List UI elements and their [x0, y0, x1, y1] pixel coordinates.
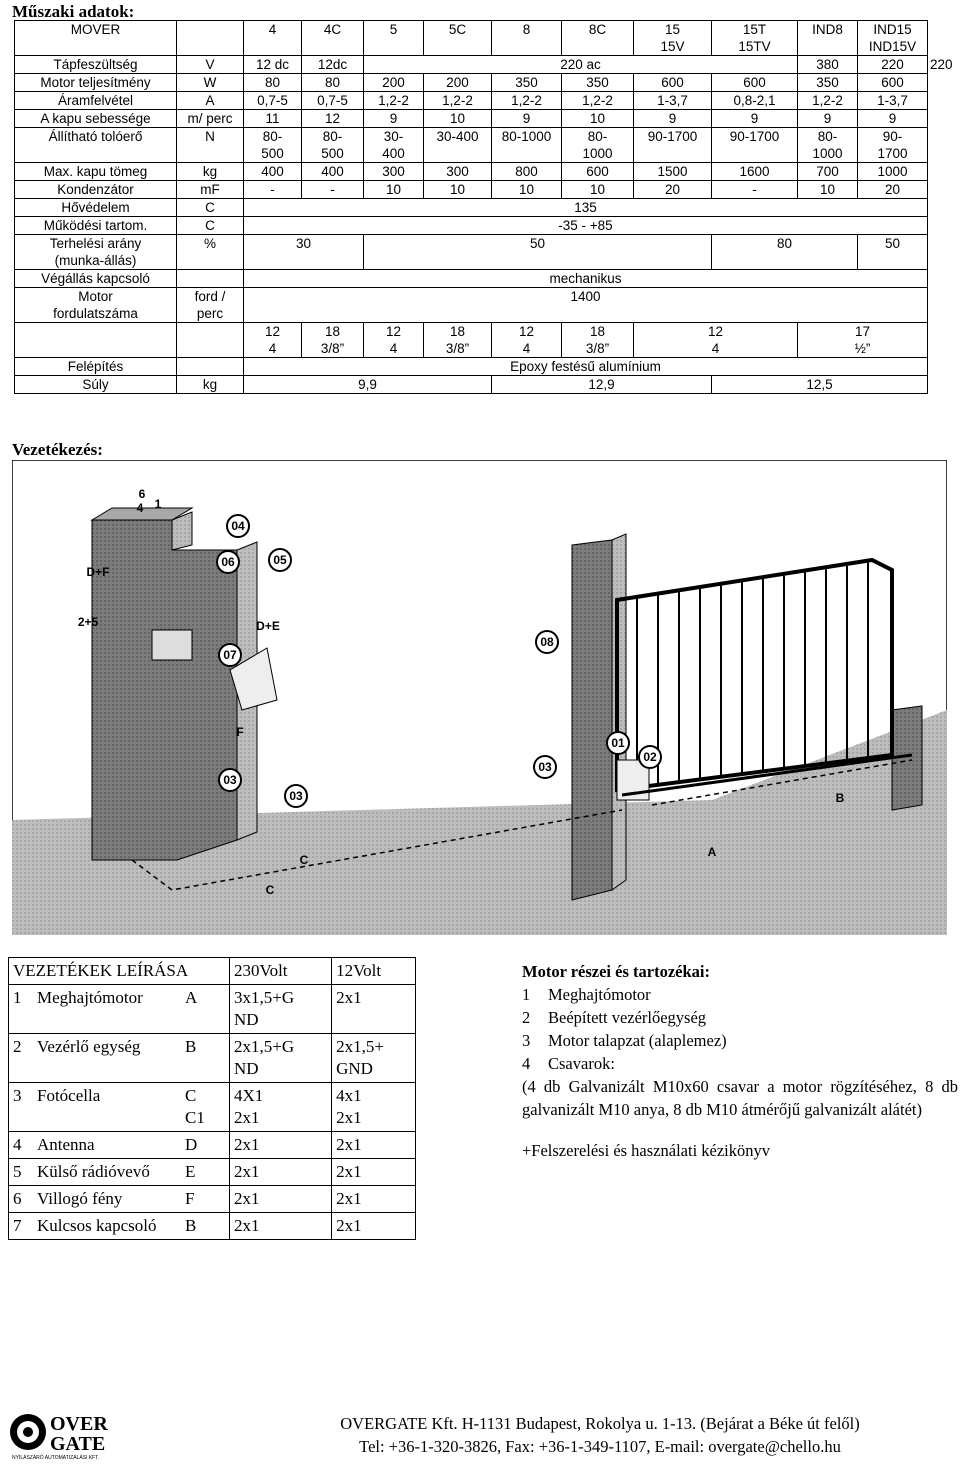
spec-cell: 1,2-2	[798, 92, 858, 110]
wires-header-cell: 230Volt	[230, 958, 332, 985]
spec-cell: 350	[798, 74, 858, 92]
spec-cell: 1500	[634, 163, 712, 181]
spec-cell: 9	[634, 110, 712, 128]
spec-cell: 600	[712, 74, 798, 92]
wire-12v: 2x1	[332, 1186, 416, 1213]
wire-code: D	[181, 1132, 230, 1159]
diagram-label: 01	[611, 736, 625, 750]
spec-row	[15, 323, 928, 358]
spec-row	[15, 288, 928, 323]
wire-code: F	[181, 1186, 230, 1213]
wire-name: Fotócella	[33, 1083, 181, 1132]
wiring-diagram	[12, 460, 947, 935]
diagram-label: 04	[231, 519, 245, 533]
logo-sub: NYÍLÁSZÁRÓ AUTOMATIZÁLÁSI KFT.	[12, 1455, 100, 1460]
spec-row-unit	[177, 323, 244, 358]
parts-item-num: 3	[522, 1031, 531, 1050]
spec-row-label	[15, 323, 177, 358]
wire-230v: 2x1	[230, 1186, 332, 1213]
wires-row	[9, 1186, 416, 1213]
spec-cell: 10	[492, 181, 562, 199]
spec-header-cell: 4	[244, 21, 302, 56]
spec-header-cell: 5C	[424, 21, 492, 56]
wires-row	[9, 1034, 416, 1083]
parts-item-text: Csavarok:	[548, 1054, 615, 1073]
wires-row	[9, 1159, 416, 1186]
spec-cell: 380	[798, 56, 858, 74]
wire-12v: 2x1	[332, 985, 416, 1034]
parts-item-num: 4	[522, 1054, 531, 1073]
spec-row-unit: C	[177, 217, 244, 235]
wire-code: B	[181, 1213, 230, 1240]
diagram-label: 06	[221, 555, 235, 569]
spec-cell: 0,7-5	[302, 92, 364, 110]
wire-230v: 4X1 2x1	[230, 1083, 332, 1132]
spec-row-unit: m/ perc	[177, 110, 244, 128]
spec-row-label: Motor teljesítmény	[15, 74, 177, 92]
wire-code: B	[181, 1034, 230, 1083]
spec-cell: 80- 500	[302, 128, 364, 163]
parts-title: Motor részei és tartozékai:	[522, 962, 710, 981]
spec-header-cell: 15T 15TV	[712, 21, 798, 56]
spec-row-label: Felépítés	[15, 358, 177, 376]
spec-row	[15, 270, 928, 288]
spec-cell: 30- 400	[364, 128, 424, 163]
spec-row-unit: %	[177, 235, 244, 270]
spec-cell: mechanikus	[244, 270, 928, 288]
diagram-label: 6	[138, 487, 146, 501]
wire-12v: 2x1	[332, 1159, 416, 1186]
spec-row	[15, 235, 928, 270]
spec-row-label: A kapu sebessége	[15, 110, 177, 128]
spec-cell: 12dc	[302, 56, 364, 74]
spec-cell: 9	[712, 110, 798, 128]
spec-row-unit: ford / perc	[177, 288, 244, 323]
wire-230v: 2x1,5+G ND	[230, 1034, 332, 1083]
wire-num: 3	[9, 1083, 34, 1132]
diagram-label: 05	[273, 553, 287, 567]
diagram-label: 03	[538, 760, 552, 774]
wire-code: A	[181, 985, 230, 1034]
diagram-label: F	[236, 725, 244, 739]
spec-cell: 9	[798, 110, 858, 128]
spec-row-unit: kg	[177, 163, 244, 181]
wire-name: Kulcsos kapcsoló	[33, 1213, 181, 1240]
wire-12v: 2x1,5+ GND	[332, 1034, 416, 1083]
diagram-label: 2+5	[77, 615, 99, 629]
spec-cell: 12 dc	[244, 56, 302, 74]
spec-cell: 90- 1700	[858, 128, 928, 163]
spec-cell: 10	[562, 181, 634, 199]
spec-cell: 200	[424, 74, 492, 92]
spec-cell: 1000	[858, 163, 928, 181]
spec-cell: 0,8-2,1	[712, 92, 798, 110]
diagram-label: 08	[540, 635, 554, 649]
spec-cell: 1,2-2	[492, 92, 562, 110]
spec-row-label: Áramfelvétel	[15, 92, 177, 110]
wire-name: Villogó fény	[33, 1186, 181, 1213]
spec-header-cell: 5	[364, 21, 424, 56]
spec-cell: 200	[364, 74, 424, 92]
wire-num: 1	[9, 985, 34, 1034]
spec-cell: 90-1700	[634, 128, 712, 163]
wires-row	[9, 1083, 416, 1132]
wire-code: C C1	[181, 1083, 230, 1132]
spec-row	[15, 74, 928, 92]
wire-name: Antenna	[33, 1132, 181, 1159]
spec-row	[15, 217, 928, 235]
spec-row-label: Súly	[15, 376, 177, 394]
spec-cell: 10	[364, 181, 424, 199]
spec-cell: 18 3/8”	[424, 323, 492, 358]
spec-cell: 1,2-2	[364, 92, 424, 110]
spec-row	[15, 181, 928, 199]
wire-code: E	[181, 1159, 230, 1186]
diagram-label: B	[835, 791, 845, 805]
parts-item	[522, 1052, 958, 1075]
spec-cell: 10	[562, 110, 634, 128]
parts-item	[522, 983, 958, 1006]
wire-name: Külső rádióvevő	[33, 1159, 181, 1186]
footer-contact: Tel: +36-1-320-3826, Fax: +36-1-349-1107, E-mail: overgate@chello.hu	[359, 1437, 841, 1456]
spec-cell: 80- 1000	[798, 128, 858, 163]
spec-row-label: Max. kapu tömeg	[15, 163, 177, 181]
spec-row-label: Tápfeszültség	[15, 56, 177, 74]
spec-row-unit: A	[177, 92, 244, 110]
spec-cell: 1600	[712, 163, 798, 181]
wire-230v: 3x1,5+G ND	[230, 985, 332, 1034]
wire-num: 7	[9, 1213, 34, 1240]
wires-header-cell: VEZETÉKEK LEÍRÁSA	[9, 958, 230, 985]
spec-cell: 220	[858, 56, 928, 74]
spec-cell: 80-1000	[492, 128, 562, 163]
spec-cell: 135	[244, 199, 928, 217]
spec-cell: 50	[364, 235, 712, 270]
parts-item-text: Meghajtómotor	[548, 985, 651, 1004]
spec-cell: 12,9	[492, 376, 712, 394]
spec-cell: 300	[364, 163, 424, 181]
diagram-label: 1	[154, 497, 162, 511]
spec-cell: 600	[858, 74, 928, 92]
wires-row	[9, 1213, 416, 1240]
spec-cell: 1400	[244, 288, 928, 323]
spec-header-cell: 8C	[562, 21, 634, 56]
company-logo	[6, 1408, 134, 1460]
spec-row-label: Végállás kapcsoló	[15, 270, 177, 288]
spec-header-cell	[177, 21, 244, 56]
wire-230v: 2x1	[230, 1213, 332, 1240]
diagram-label: 4	[136, 501, 144, 515]
wire-12v: 2x1	[332, 1213, 416, 1240]
logo-text-2: GATE	[50, 1433, 106, 1455]
parts-extra: +Felszerelési és használati kézikönyv	[522, 1141, 771, 1160]
spec-row-label: Állítható tolóerő	[15, 128, 177, 163]
wiring-title: Vezetékezés:	[12, 440, 103, 459]
motor-parts	[522, 960, 958, 1162]
spec-cell: 800	[492, 163, 562, 181]
diagram-label: 07	[223, 648, 237, 662]
spec-cell: 400	[244, 163, 302, 181]
wire-12v: 2x1	[332, 1132, 416, 1159]
spec-row-label: Motor fordulatszáma	[15, 288, 177, 323]
spec-row-unit: N	[177, 128, 244, 163]
footer-address: OVERGATE Kft. H-1131 Budapest, Rokolya u. 1-13. (Bejárat a Béke út felől)	[340, 1414, 860, 1433]
spec-row	[15, 128, 928, 163]
spec-cell: 30	[244, 235, 364, 270]
spec-row-unit	[177, 270, 244, 288]
wires-table	[8, 957, 416, 1240]
spec-header-cell: MOVER	[15, 21, 177, 56]
spec-cell: 700	[798, 163, 858, 181]
spec-row-unit: C	[177, 199, 244, 217]
parts-item	[522, 1029, 958, 1052]
spec-cell: -	[302, 181, 364, 199]
spec-cell: 10	[424, 110, 492, 128]
spec-cell: 1-3,7	[634, 92, 712, 110]
wires-row	[9, 1132, 416, 1159]
wire-12v: 4x1 2x1	[332, 1083, 416, 1132]
diagram-label: 03	[289, 789, 303, 803]
footer	[240, 1412, 960, 1458]
spec-header-cell: 15 15V	[634, 21, 712, 56]
spec-cell: 80	[712, 235, 858, 270]
spec-cell: -	[712, 181, 798, 199]
spec-cell: 80	[244, 74, 302, 92]
wires-header-cell: 12Volt	[332, 958, 416, 985]
spec-cell: 9,9	[244, 376, 492, 394]
spec-cell: 600	[562, 163, 634, 181]
spec-cell: 10	[798, 181, 858, 199]
spec-table	[14, 20, 953, 394]
spec-cell: 20	[634, 181, 712, 199]
wires-row	[9, 985, 416, 1034]
wire-num: 6	[9, 1186, 34, 1213]
spec-cell: 80- 500	[244, 128, 302, 163]
spec-row	[15, 358, 928, 376]
spec-cell: 11	[244, 110, 302, 128]
spec-row-label: Terhelési arány (munka-állás)	[15, 235, 177, 270]
specs-title: Műszaki adatok:	[12, 2, 135, 21]
spec-cell: 12,5	[712, 376, 928, 394]
spec-row	[15, 376, 928, 394]
spec-row	[15, 92, 928, 110]
spec-cell: 50	[858, 235, 928, 270]
logo-text-1: OVER	[50, 1413, 108, 1435]
spec-cell: 18 3/8”	[302, 323, 364, 358]
spec-cell: 12 4	[492, 323, 562, 358]
spec-header-cell: 8	[492, 21, 562, 56]
diagram-label: 03	[223, 773, 237, 787]
spec-cell: -35 - +85	[244, 217, 928, 235]
spec-cell: 12 4	[364, 323, 424, 358]
spec-cell: 400	[302, 163, 364, 181]
spec-cell: 600	[634, 74, 712, 92]
spec-row-label: Kondenzátor	[15, 181, 177, 199]
spec-header-cell: IND15 IND15V	[858, 21, 928, 56]
spec-cell: 220 ac	[364, 56, 798, 74]
parts-item-text: Beépített vezérlőegység	[548, 1008, 707, 1027]
spec-cell: 20	[858, 181, 928, 199]
diagram-label: C	[299, 853, 309, 867]
diagram-label: D+E	[256, 619, 280, 633]
diagram-label: C	[265, 883, 275, 897]
spec-cell: 350	[562, 74, 634, 92]
spec-cell: 90-1700	[712, 128, 798, 163]
spec-cell: 18 3/8”	[562, 323, 634, 358]
wire-name: Vezérlő egység	[33, 1034, 181, 1083]
spec-cell: 9	[492, 110, 562, 128]
diagram-label: A	[707, 845, 717, 859]
spec-cell: 300	[424, 163, 492, 181]
spec-row-unit: mF	[177, 181, 244, 199]
wire-name: Meghajtómotor	[33, 985, 181, 1034]
spec-row-unit: W	[177, 74, 244, 92]
spec-cell: 0,7-5	[244, 92, 302, 110]
wire-230v: 2x1	[230, 1132, 332, 1159]
spec-cell: -	[244, 181, 302, 199]
spec-cell: 30-400	[424, 128, 492, 163]
spec-row-unit: V	[177, 56, 244, 74]
diagram-label: D+F	[86, 565, 110, 579]
parts-item-num: 2	[522, 1008, 531, 1027]
diagram-label: 02	[643, 750, 657, 764]
spec-row	[15, 110, 928, 128]
parts-item	[522, 1006, 958, 1029]
spec-cell: 9	[364, 110, 424, 128]
wire-num: 2	[9, 1034, 34, 1083]
spec-cell: 12 4	[244, 323, 302, 358]
spec-cell: 1,2-2	[562, 92, 634, 110]
wires-header-row	[9, 958, 416, 985]
spec-cell: 1-3,7	[858, 92, 928, 110]
parts-item-num: 1	[522, 985, 531, 1004]
spec-header-cell: 4C	[302, 21, 364, 56]
wire-num: 4	[9, 1132, 34, 1159]
spec-header-cell: IND8	[798, 21, 858, 56]
wire-230v: 2x1	[230, 1159, 332, 1186]
wire-num: 5	[9, 1159, 34, 1186]
spec-row	[15, 199, 928, 217]
spec-cell: Epoxy festésű alumínium	[244, 358, 928, 376]
spec-row	[15, 163, 928, 181]
spec-cell: 80- 1000	[562, 128, 634, 163]
spec-cell: 12 4	[634, 323, 798, 358]
spec-cell: 9	[858, 110, 928, 128]
spec-cell: 12	[302, 110, 364, 128]
spec-row-unit: kg	[177, 376, 244, 394]
spec-row-unit	[177, 358, 244, 376]
spec-header-row	[15, 21, 928, 56]
spec-row-label: Működési tartom.	[15, 217, 177, 235]
spec-row: Tápfeszültség V 12 dc 12dc 220 ac 380 220 220	[15, 56, 928, 74]
spec-cell: 17 ½”	[798, 323, 928, 358]
spec-cell: 80	[302, 74, 364, 92]
spec-cell: 10	[424, 181, 492, 199]
spec-cell: 1,2-2	[424, 92, 492, 110]
spec-row-label: Hővédelem	[15, 199, 177, 217]
spec-cell: 350	[492, 74, 562, 92]
parts-note: (4 db Galvanizált M10x60 csavar a motor rögzítéséhez, 8 db galvanizált M10 anya, 8 db M10 átmérőjű galvanizált alátét)	[522, 1077, 958, 1119]
parts-item-text: Motor talapzat (alaplemez)	[548, 1031, 727, 1050]
